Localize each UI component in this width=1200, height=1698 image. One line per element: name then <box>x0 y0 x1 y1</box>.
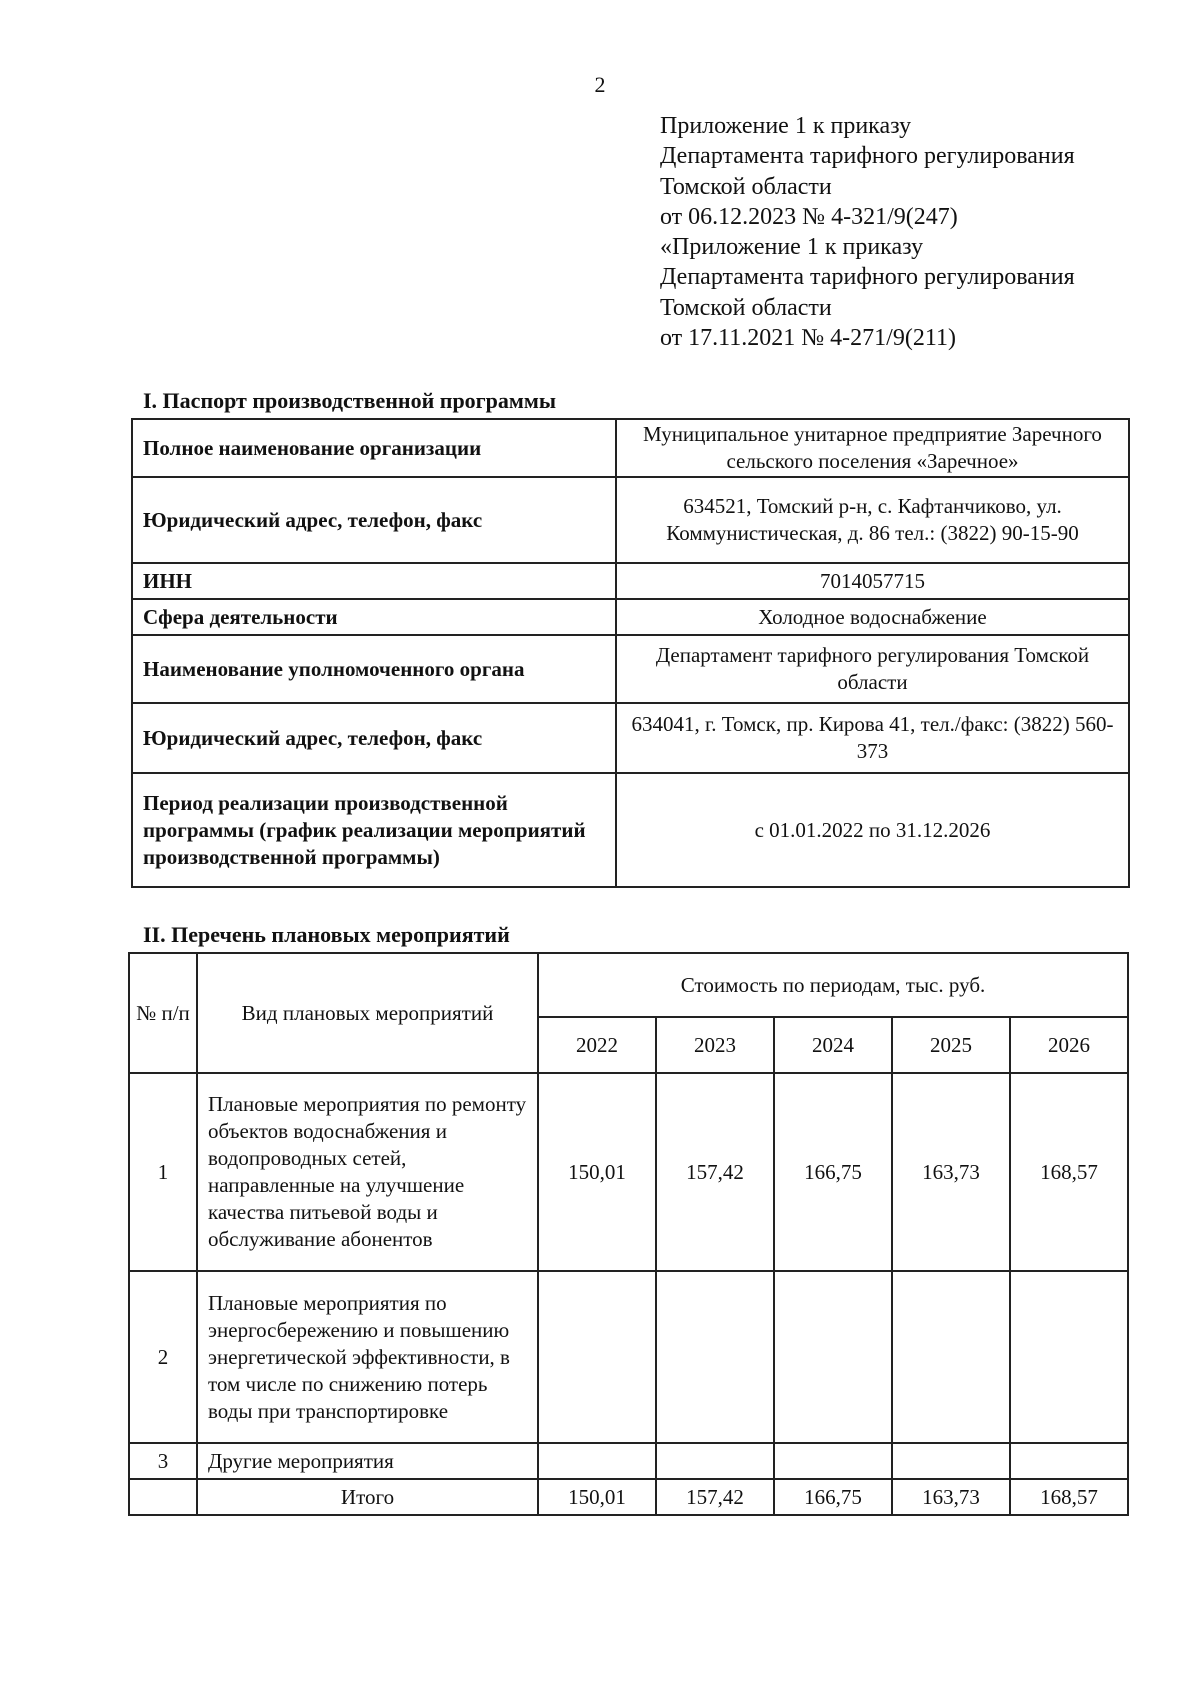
row-number: 3 <box>129 1443 197 1479</box>
row-value: 163,73 <box>892 1073 1010 1271</box>
passport-value: с 01.01.2022 по 31.12.2026 <box>616 773 1129 887</box>
header-year: 2023 <box>656 1017 774 1073</box>
passport-key: Наименование уполномоченного органа <box>132 635 616 703</box>
passport-value: 7014057715 <box>616 563 1129 599</box>
row-value: 166,75 <box>774 1073 892 1271</box>
row-value: 168,57 <box>1010 1073 1128 1271</box>
approval-line: Приложение 1 к приказу <box>660 113 912 139</box>
approval-line: Департамента тарифного регулирования <box>660 143 1075 170</box>
row-value <box>1010 1443 1128 1479</box>
section-title-passport: I. Паспорт производственной программы <box>143 388 557 413</box>
table-row <box>132 419 1129 477</box>
table-row <box>132 703 1129 773</box>
passport-value: Муниципальное унитарное предприятие Заречного сельского поселения «Заречное» <box>616 419 1129 477</box>
header-year: 2024 <box>774 1017 892 1073</box>
passport-value: Департамент тарифного регулирования Томской области <box>616 635 1129 703</box>
section-title-activities: II. Перечень плановых мероприятий <box>143 922 510 947</box>
row-value <box>538 1271 656 1443</box>
table-row <box>129 1443 1128 1479</box>
total-value: 157,42 <box>656 1479 774 1515</box>
approval-line: Томской области <box>660 173 832 200</box>
row-value <box>656 1271 774 1443</box>
row-value <box>656 1443 774 1479</box>
passport-key: Сфера деятельности <box>132 599 616 635</box>
table-row <box>129 1271 1128 1443</box>
row-description: Другие мероприятия <box>197 1443 538 1479</box>
row-value <box>892 1271 1010 1443</box>
total-value: 166,75 <box>774 1479 892 1515</box>
approval-line: Томской области <box>660 294 832 321</box>
row-value <box>1010 1271 1128 1443</box>
approval-line: от 06.12.2023 № 4-321/9(247) <box>660 203 958 230</box>
total-row <box>129 1479 1128 1515</box>
passport-value: 634521, Томский р-н, с. Кафтанчиково, ул. Коммунистическая, д. 86 тел.: (3822) 90-15-90 <box>616 477 1129 563</box>
row-value: 157,42 <box>656 1073 774 1271</box>
row-description: Плановые мероприятия по энергосбережению и повышению энергетической эффективности, в том числе по снижению потерь воды при транспортировке <box>197 1271 538 1443</box>
activities-table <box>128 952 1129 1516</box>
table-header-row <box>129 953 1128 1017</box>
approval-block <box>660 111 1180 353</box>
table-row <box>129 1073 1128 1271</box>
passport-key: Полное наименование организации <box>132 419 616 477</box>
row-description: Плановые мероприятия по ремонту объектов водоснабжения и водопроводных сетей, направленные на улучшение качества питьевой воды и обслуживание абонентов <box>197 1073 538 1271</box>
table-row <box>132 635 1129 703</box>
row-value <box>892 1443 1010 1479</box>
page-number: 2 <box>594 72 606 97</box>
approval-line: от 17.11.2021 № 4-271/9(211) <box>660 325 956 352</box>
row-value <box>538 1443 656 1479</box>
total-label: Итого <box>197 1479 538 1515</box>
total-empty-cell <box>129 1479 197 1515</box>
table-row <box>132 599 1129 635</box>
header-number: № п/п <box>129 953 197 1073</box>
table-row <box>132 773 1129 887</box>
row-number: 1 <box>129 1073 197 1271</box>
table-row <box>132 477 1129 563</box>
passport-value: 634041, г. Томск, пр. Кирова 41, тел./факс: (3822) 560-373 <box>616 703 1129 773</box>
passport-key: ИНН <box>132 563 616 599</box>
total-value: 168,57 <box>1010 1479 1128 1515</box>
header-year: 2022 <box>538 1017 656 1073</box>
passport-value: Холодное водоснабжение <box>616 599 1129 635</box>
header-cost: Стоимость по периодам, тыс. руб. <box>538 953 1128 1017</box>
header-activity-type: Вид плановых мероприятий <box>197 953 538 1073</box>
passport-key: Юридический адрес, телефон, факс <box>132 703 616 773</box>
passport-table <box>131 418 1130 888</box>
header-year: 2026 <box>1010 1017 1128 1073</box>
table-row <box>132 563 1129 599</box>
total-value: 163,73 <box>892 1479 1010 1515</box>
row-value: 150,01 <box>538 1073 656 1271</box>
passport-key: Юридический адрес, телефон, факс <box>132 477 616 563</box>
total-value: 150,01 <box>538 1479 656 1515</box>
approval-line: Департамента тарифного регулирования <box>660 264 1075 291</box>
header-year: 2025 <box>892 1017 1010 1073</box>
row-value <box>774 1271 892 1443</box>
passport-key: Период реализации производственной программы (график реализации мероприятий производственной программы) <box>132 773 616 887</box>
approval-line: «Приложение 1 к приказу <box>660 234 924 261</box>
row-value <box>774 1443 892 1479</box>
row-number: 2 <box>129 1271 197 1443</box>
